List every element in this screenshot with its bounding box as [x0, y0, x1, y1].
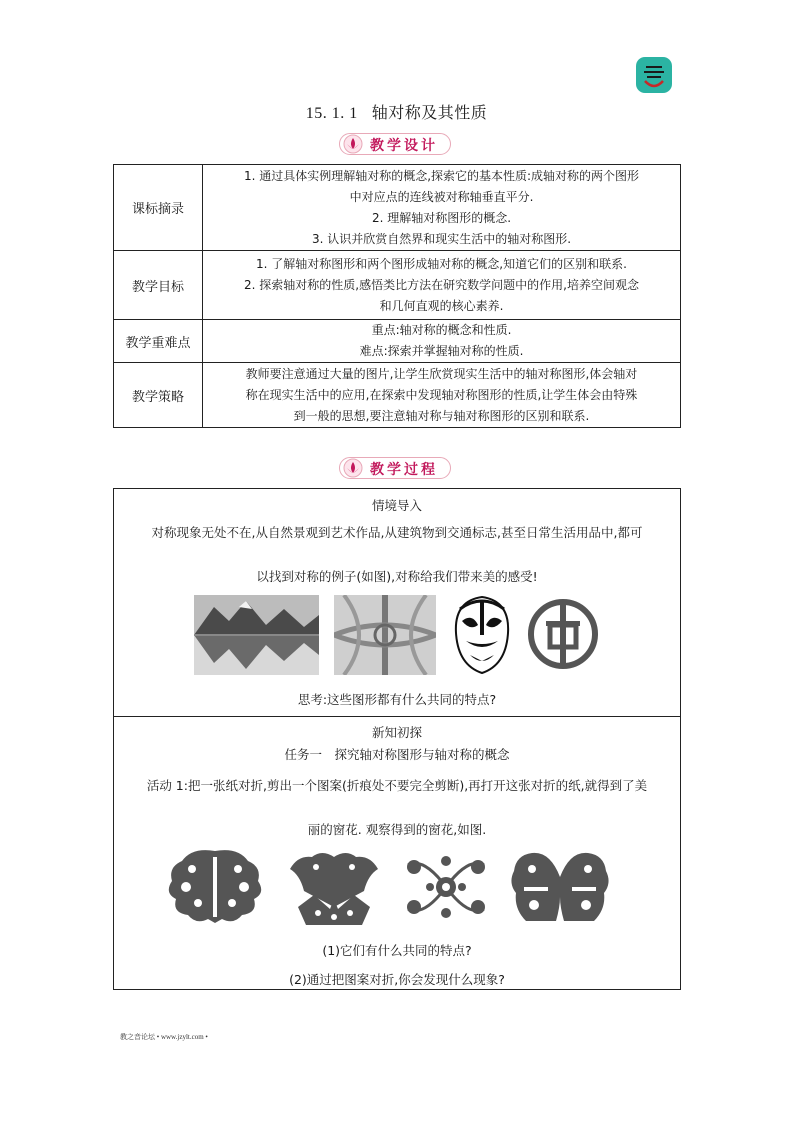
papercut-flowers-image: [400, 847, 492, 927]
content-line: 到一般的思想,要注意轴对称与轴对称图形的区别和联系.: [293, 408, 590, 423]
explore-question: (1)它们有什么共同的特点?: [322, 943, 472, 958]
footer-text: 教之音论坛 • www.jzylt.com •: [120, 1033, 208, 1041]
teaching-design-banner: [339, 133, 451, 155]
interchange-photo: [334, 595, 436, 675]
lotus-icon: [342, 134, 364, 154]
mountain-lake-photo: [194, 595, 319, 675]
table-row: [114, 320, 681, 363]
papercut-dragons-image: [162, 847, 268, 927]
content-line: 教师要注意通过大量的图片,让学生欣赏现实生活中的轴对称图形,体会轴对: [245, 366, 638, 381]
activity-line: 丽的窗花. 观察得到的窗花,如图.: [307, 822, 487, 837]
content-line: 2. 理解轴对称图形的概念.: [371, 210, 512, 225]
section-number: 15. 1. 1: [305, 105, 358, 122]
explore-heading: 新知初探: [371, 725, 422, 740]
teaching-process-banner: [339, 457, 451, 479]
teaching-design-banner-text: 教学设计: [370, 138, 438, 154]
table-row: [114, 251, 681, 320]
row-heading: 课标摘录: [114, 165, 203, 251]
papercut-birds-image: [284, 847, 384, 927]
publisher-logo-icon: [636, 57, 672, 93]
row-content: [203, 363, 681, 428]
content-line: 重点:轴对称的概念和性质.: [371, 323, 512, 337]
teaching-process-box: [113, 488, 681, 990]
content-line: 中对应点的连线被对称轴垂直平分.: [349, 189, 534, 204]
opera-mask-image: [452, 595, 512, 675]
content-line: 称在现实生活中的应用,在探索中发现轴对称图形的性质,让学生体会由特殊: [245, 387, 638, 402]
row-content: [203, 165, 681, 251]
teaching-process-banner-text: 教学过程: [370, 462, 438, 478]
section-title: 轴对称及其性质: [371, 103, 488, 122]
intro-question: 思考:这些图形都有什么共同的特点?: [297, 692, 497, 707]
intro-line: 对称现象无处不在,从自然景观到艺术作品,从建筑物到交通标志,甚至日常生活用品中,都可: [151, 525, 643, 540]
row-content: [203, 320, 681, 363]
papercut-lions-image: [506, 847, 614, 927]
activity-line: 活动 1:把一张纸对折,剪出一个图案(折痕处不要完全剪断),再打开这张对折的纸,就得到了美: [146, 778, 648, 793]
row-heading: 教学策略: [114, 363, 203, 428]
lotus-icon: [342, 458, 364, 478]
content-line: 1. 了解轴对称图形和两个图形成轴对称的概念,知道它们的区别和联系.: [256, 256, 627, 271]
intro-heading: 情境导入: [371, 498, 422, 513]
intro-line: 以找到对称的例子(如图),对称给我们带来美的感受!: [256, 569, 538, 584]
row-heading: 教学目标: [114, 251, 203, 320]
table-row: [114, 165, 681, 251]
row-content: [203, 251, 681, 320]
content-line: 难点:探索并掌握轴对称的性质.: [359, 344, 524, 358]
content-line: 2. 探索轴对称的性质,感悟类比方法在研究数学问题中的作用,培养空间观念: [244, 277, 639, 292]
explore-question: (2)通过把图案对折,你会发现什么现象?: [289, 972, 505, 987]
page-title: [0, 100, 793, 123]
bank-logo-image: [528, 599, 598, 669]
content-line: 1. 通过具体实例理解轴对称的概念,探索它的基本性质:成轴对称的两个图形: [243, 168, 640, 183]
task-title: 任务一 探究轴对称图形与轴对称的概念: [284, 747, 510, 762]
content-line: 3. 认识并欣赏自然界和现实生活中的轴对称图形.: [311, 231, 572, 246]
teaching-design-table: [113, 164, 681, 428]
section-divider: [114, 716, 680, 717]
row-heading: 教学重难点: [114, 320, 203, 363]
content-line: 和几何直观的核心素养.: [379, 298, 504, 313]
table-row: [114, 363, 681, 428]
